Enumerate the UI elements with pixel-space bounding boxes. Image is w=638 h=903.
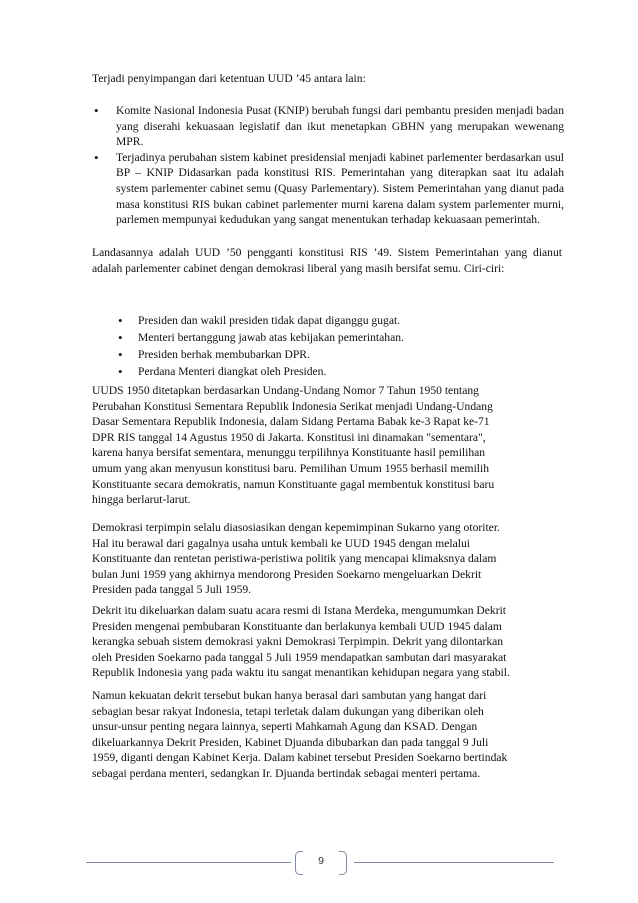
intro-text: Terjadi penyimpangan dari ketentuan UUD ’45 antara lain: [92, 72, 366, 85]
text-line: 1959, diganti dengan Kabinet Kerja. Dalam kabinet tersebut Presiden Soekarno bertindak [92, 751, 508, 765]
footer-rule-left [86, 862, 291, 863]
text-line: umum yang akan menyusun konstitusi baru. Pemilihan Umum 1955 berhasil memilih [92, 461, 490, 475]
page-footer [86, 851, 556, 875]
text-line: Hal itu berawal dari gagalnya usaha untuk kembali ke UUD 1945 dengan melalui [92, 536, 470, 550]
footer-bracket-left [295, 851, 303, 875]
text-line: Konstituante dan rentetan peristiwa-peristiwa politik yang mencapai klimaksnya dalam [92, 552, 497, 566]
text-line: sebagian besar rakyat Indonesia, tetapi terletak dalam dukungan yang diberikan oleh [92, 704, 484, 718]
text-line: Presiden mengenai pembubaran Konstituante dan berlakunya kembali UUD 1945 dalam [92, 619, 502, 633]
list-item: • Terjadinya perubahan sistem kabinet presidensial menjadi kabinet parlementer berdasarkan usul BP – KNIP Didasarkan pada konstitusi RIS. Pemerintahan yang diterapkan saat itu adalah system parlementer cabinet semu (Quasy Parlementary). Sistem Pemerintahan yang dianut pada masa konstitusi RIS bukan cabinet parlementer murni karena dalam system parlementer murni, parlemen mempunyai kedudukan yang sangat menentukan terhadap kekuasaan pemerintah. [92, 150, 564, 228]
text-line: unsur-unsur penting negara lainnya, seperti Mahkamah Agung dan KSAD. Dengan [92, 720, 478, 734]
landasan-paragraph: Landasannya adalah UUD ’50 pengganti konstitusi RIS ’49. Sistem Pemerintahan yang dianut adalah parlementer cabinet dengan demokrasi liberal yang masih bersifat semu. Ciri-ciri: [92, 246, 562, 275]
text-line: bulan Juni 1959 yang akhirnya mendorong Presiden Soekarno mengeluarkan Dekrit [92, 567, 482, 581]
text-line: oleh Presiden Soekarno pada tanggal 5 Juli 1959 mendapatkan sambutan dari masyarakat [92, 650, 507, 664]
demokrasi-paragraph [92, 520, 564, 598]
list-item: • Perdana Menteri diangkat oleh Presiden. [116, 363, 556, 380]
ciri-list [116, 312, 556, 380]
list-item: • Komite Nasional Indonesia Pusat (KNIP) berubah fungsi dari pembantu presiden menjadi badan yang diserahi kekuasaan legislatif dan ikut menetapkan GBHN yang merupakan wewenang MPR. [92, 103, 564, 150]
text-line: UUDS 1950 ditetapkan berdasarkan Undang-Undang Nomor 7 Tahun 1950 tentang [92, 384, 479, 397]
uuds-paragraph [92, 383, 564, 508]
text-line: dikeluarkannya Dekrit Presiden, Kabinet Djuanda dibubarkan dan pada tanggal 9 Juli [92, 735, 489, 749]
text-line: hingga berlarut-larut. [92, 493, 191, 507]
text-line: sebagai perdana menteri, sedangkan Ir. Djuanda bertindak sebagai menteri pertama. [92, 766, 481, 780]
deviation-list [92, 103, 564, 228]
text-line: Presiden pada tanggal 5 Juli 1959. [92, 583, 252, 597]
page-number: 9 [318, 855, 324, 867]
kekuatan-paragraph [92, 688, 564, 782]
dekrit-paragraph [92, 603, 564, 681]
list-item: • Menteri bertanggung jawab atas kebijakan pemerintahan. [116, 329, 556, 346]
text-line: Namun kekuatan dekrit tersebut bukan hanya berasal dari sambutan yang hangat dari [92, 689, 487, 702]
footer-bracket-right [339, 851, 347, 875]
text-line: Republik Indonesia yang pada waktu itu sangat menantikan kehidupan negara yang stabil. [92, 666, 510, 680]
list-item: • Presiden dan wakil presiden tidak dapat diganggu gugat. [116, 312, 556, 329]
text-line: DPR RIS tanggal 14 Agustus 1950 di Jakarta. Konstitusi ini dinamakan "sementara", [92, 430, 486, 444]
list-item: • Presiden berhak membubarkan DPR. [116, 346, 556, 363]
text-line: karena hanya bersifat sementara, menunggu terpilihnya Konstituante hasil pemilihan [92, 446, 486, 460]
text-line: Dekrit itu dikeluarkan dalam suatu acara resmi di Istana Merdeka, mengumumkan Dekrit [92, 604, 507, 617]
text-line: Demokrasi terpimpin selalu diasosiasikan dengan kepemimpinan Sukarno yang otoriter. [92, 521, 500, 534]
text-line: Dasar Sementara Republik Indonesia, dalam Sidang Pertama Babak ke-3 Rapat ke-71 [92, 415, 490, 429]
text-line: Konstituante secara demokratis, namun Konstituante gagal membentuk konstitusi baru [92, 477, 495, 491]
text-line: kerangka sebuah sistem demokrasi yakni Demokrasi Terpimpin. Dekrit yang dilontarkan [92, 635, 504, 649]
footer-rule-right [354, 862, 554, 863]
text-line: Perubahan Konstitusi Sementara Republik Indonesia Serikat menjadi Undang-Undang [92, 399, 493, 413]
